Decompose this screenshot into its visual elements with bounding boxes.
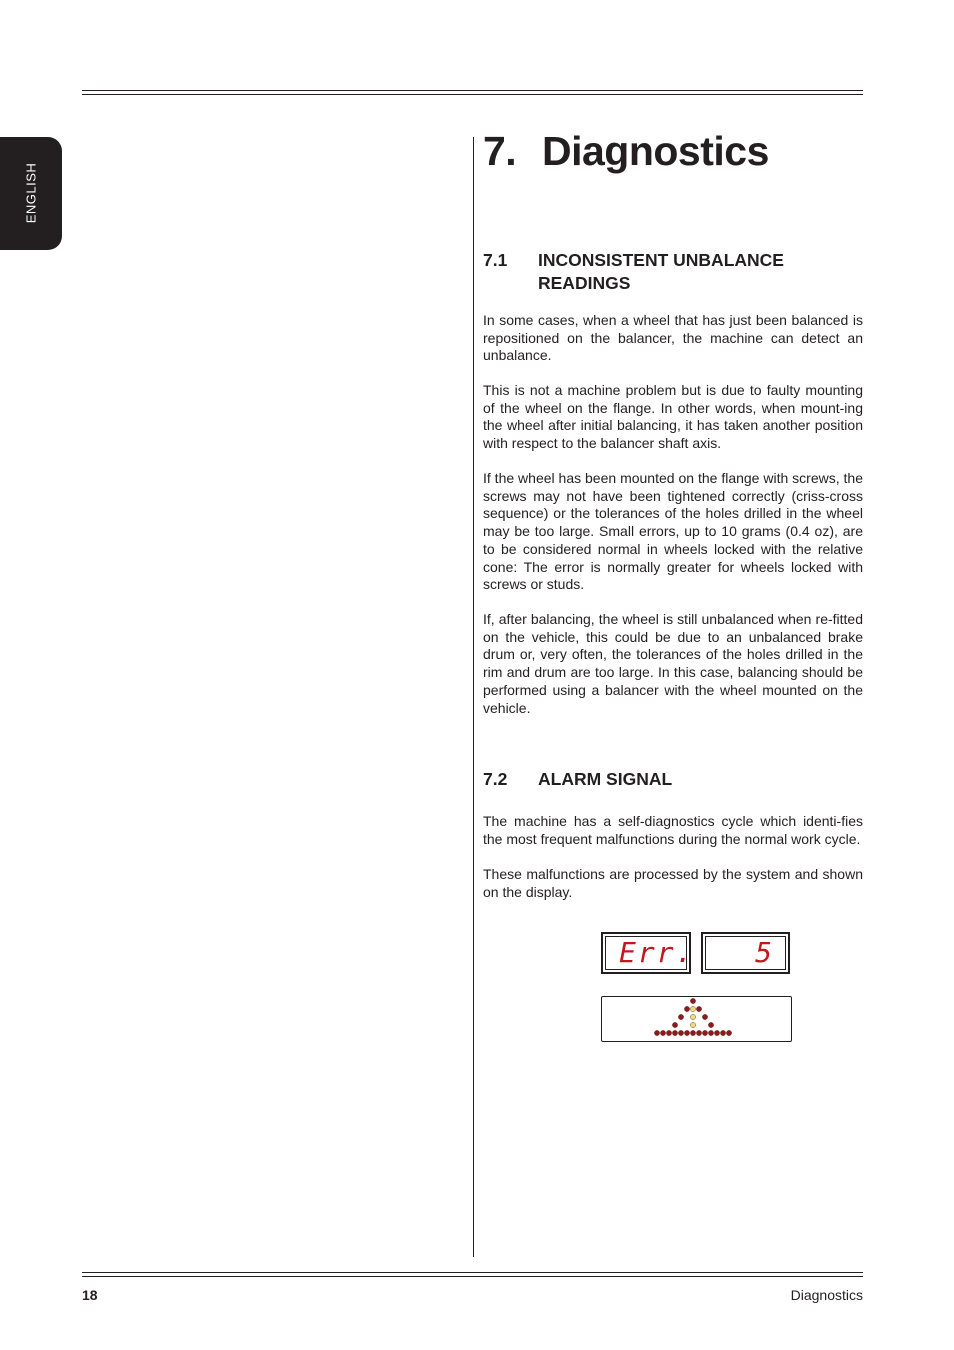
bottom-rule [82,1272,863,1273]
bottom-rule-inner [82,1276,863,1277]
led-unlit [696,1006,701,1011]
top-rule [82,90,863,91]
paragraph: If the wheel has been mounted on the flange with screws, the screws may not have been tightened correctly (criss-cross sequence) or the tolerances of the holes drilled in the wheel may be too large. Small errors, up to 10 grams (0.4 oz), are to be considered normal in wheels locked with the relative cone: The error is normally greater for wheels locked with screws or studs. [483,470,863,593]
column-divider [473,137,474,1257]
top-rule-inner [82,94,863,95]
led-unlit [708,1022,713,1027]
led-unlit [726,1030,731,1035]
section-heading-7-1 [483,249,863,295]
led-unlit [714,1030,719,1035]
language-tab-label: ENGLISH [23,162,39,224]
led-unlit [666,1030,671,1035]
led-position-indicator [601,996,792,1042]
led-unlit [702,1014,707,1019]
led-unlit [690,998,695,1003]
paragraph: In some cases, when a wheel that has just been balanced is repositioned on the balancer, the machine can detect an unbalance. [483,312,863,364]
led-lit [690,1014,695,1019]
page-number: 18 [82,1287,98,1303]
led-unlit [690,1030,695,1035]
led-array [602,997,791,1041]
paragraph: These malfunctions are processed by the system and shown on the display. [483,866,863,900]
display-left-window [601,932,695,974]
led-lit [690,1006,695,1011]
led-unlit [708,1030,713,1035]
led-unlit [702,1030,707,1035]
section-title: INCONSISTENT UNBALANCE READINGS [538,250,784,293]
paragraph: The machine has a self-diagnostics cycle which identi-fies the most frequent malfunctions during the normal work cycle. [483,813,863,847]
led-unlit [678,1014,683,1019]
chapter-title [483,128,769,175]
led-unlit [678,1030,683,1035]
led-unlit [684,1006,689,1011]
language-tab [0,137,62,250]
display-right-readout: 5 [755,936,774,969]
led-unlit [672,1030,677,1035]
paragraph: If, after balancing, the wheel is still unbalanced when re-fitted on the vehicle, this could be due to an unbalanced brake drum or, very often, the tolerances of the holes drilled in the rim and drum are too large. In this case, balancing should be performed using a balancer with the wheel mounted on the vehicle. [483,611,863,716]
led-unlit [684,1030,689,1035]
section-number: 7.2 [483,769,508,789]
section-number: 7.1 [483,250,508,270]
chapter-number: 7. [483,128,517,174]
led-unlit [696,1030,701,1035]
section-title: ALARM SIGNAL [538,769,673,789]
section-heading-7-2 [483,768,863,791]
led-lit [690,1022,695,1027]
chapter-name: Diagnostics [542,128,769,174]
display-left-readout: Err. [619,936,695,969]
display-right-window [701,932,790,974]
led-unlit [720,1030,725,1035]
paragraph: This is not a machine problem but is due to faulty mounting of the wheel on the flange. In other words, when mount-ing the wheel after initial balancing, it has taken another position with respect to the balancer shaft axis. [483,382,863,452]
footer-section-name: Diagnostics [790,1287,863,1303]
led-unlit [654,1030,659,1035]
led-unlit [672,1022,677,1027]
led-unlit [660,1030,665,1035]
